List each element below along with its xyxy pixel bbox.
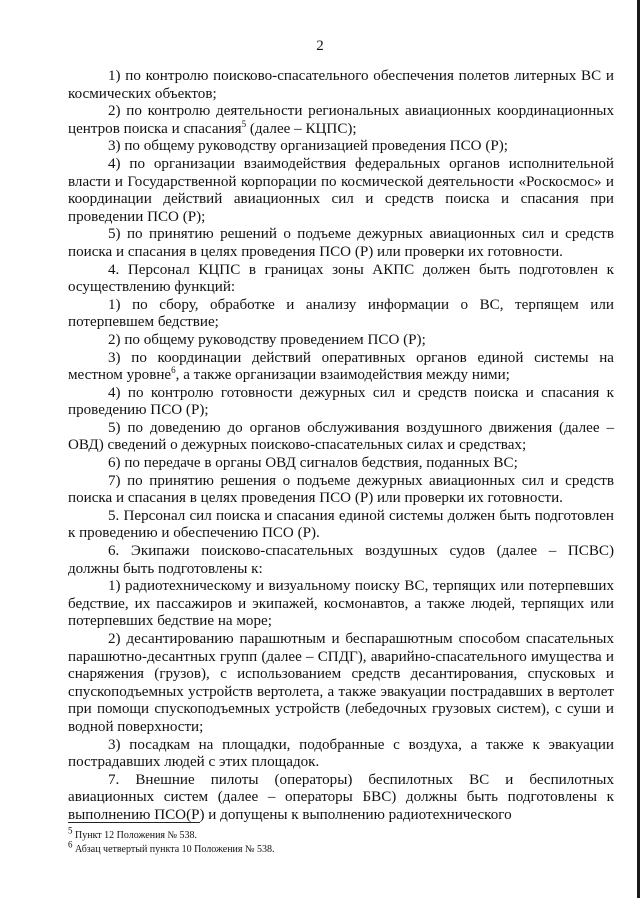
- paragraph: 3) по координации действий оперативных органов единой системы на местном уровне$^6$, а также организации взаимодействия между ними;: [68, 349, 614, 384]
- footnote-ref[interactable]: 6: [171, 365, 176, 376]
- footnote-mark: 5: [68, 825, 73, 836]
- paragraph: 2) по общему руководству проведением ПСО (Р);: [108, 331, 426, 348]
- paragraph: 7) по принятию решения о подъеме дежурных авиационных сил и средств поиска и спасания в целях проведения ПСО (Р) или проверки их готовности.: [68, 472, 614, 507]
- paragraph: 6) по передаче в органы ОВД сигналов бедствия, поданных ВС;: [108, 455, 518, 472]
- paragraph: 5) по доведению до органов обслуживания воздушного движения (далее – ОВД) сведений о дежурных поисково-спасательных силах и средствах;: [68, 419, 614, 454]
- page-number: 2: [316, 38, 324, 54]
- paragraph: 6. Экипажи поисково-спасательных воздушных судов (далее – ПСВС) должны быть подготовлены к:: [68, 543, 614, 577]
- paragraph: 3) по общему руководству организацией проведения ПСО (Р);: [108, 138, 508, 155]
- paragraph: 2) по контролю деятельности региональных авиационных координационных центров поиска и спасания$^5$ (далее – КЦПС);: [68, 103, 614, 137]
- paragraph: 5. Персонал сил поиска и спасания единой системы должен быть подготовлен к проведению и обеспечению ПСО (Р).: [68, 507, 614, 542]
- footnote: $^6$ Абзац четвертый пункта 10 Положения № 538.: [68, 839, 275, 855]
- footnote: $^5$ Пункт 12 Положения № 538.: [68, 825, 198, 841]
- footnotes: [68, 822, 614, 856]
- footnote-mark: 6: [68, 839, 73, 850]
- paragraph: 2) десантированию парашютным и беспарашютным способом спасательных парашютно-десантных групп (далее – СПДГ), аварийно-спасательного имущества и снаряжения (грузов), с использованием средств десантирования, спусковых и спускоподъемных устройств вертолета, а также эвакуации пострадавших в вертолет при помощи спускоподъемных устройств (лебедочных грузовых систем), с суши и водной поверхности;: [68, 631, 614, 735]
- paragraph: 5) по принятию решений о подъеме дежурных авиационных сил и средств поиска и спасания в целях проведения ПСО (Р) или проверки их готовности.: [68, 226, 614, 260]
- paragraph: 4. Персонал КЦПС в границах зоны АКПС должен быть подготовлен к осуществлению функций:: [68, 261, 614, 296]
- footnote-ref[interactable]: 5: [241, 118, 247, 129]
- paragraph: 3) посадкам на площадки, подобранные с воздуха, а также к эвакуации пострадавших людей с этих площадок.: [68, 736, 614, 771]
- paragraph: 7. Внешние пилоты (операторы) беспилотных ВС и беспилотных авиационных систем (далее – операторы БВС) должны быть подготовлены к выполнению ПСО(Р) и допущены к выполнению радиотехнического: [68, 771, 614, 823]
- paragraph: 1) по сбору, обработке и анализу информации о ВС, терпящем или потерпевшем бедствие;: [68, 296, 614, 331]
- paragraph: 4) по контролю готовности дежурных сил и средств поиска и спасания к проведению ПСО (Р);: [68, 384, 614, 419]
- footnote-divider: [68, 822, 200, 823]
- document-body: [68, 68, 614, 825]
- paragraph: 1) радиотехническому и визуальному поиску ВС, терпящих или потерпевших бедствие, их пассажиров и экипажей, космонавтов, а также людей, терпящих или потерпевших бедствие на море;: [68, 578, 614, 630]
- paragraph: 4) по организации взаимодействия федеральных органов исполнительной власти и Государственной корпорации по космической деятельности «Роскосмос» и координации действий авиационных сил и средств поиска и спасания при проведении ПСО (Р);: [68, 155, 614, 225]
- paragraph: 1) по контролю поисково-спасательного обеспечения полетов литерных ВС и космических объектов;: [68, 68, 614, 102]
